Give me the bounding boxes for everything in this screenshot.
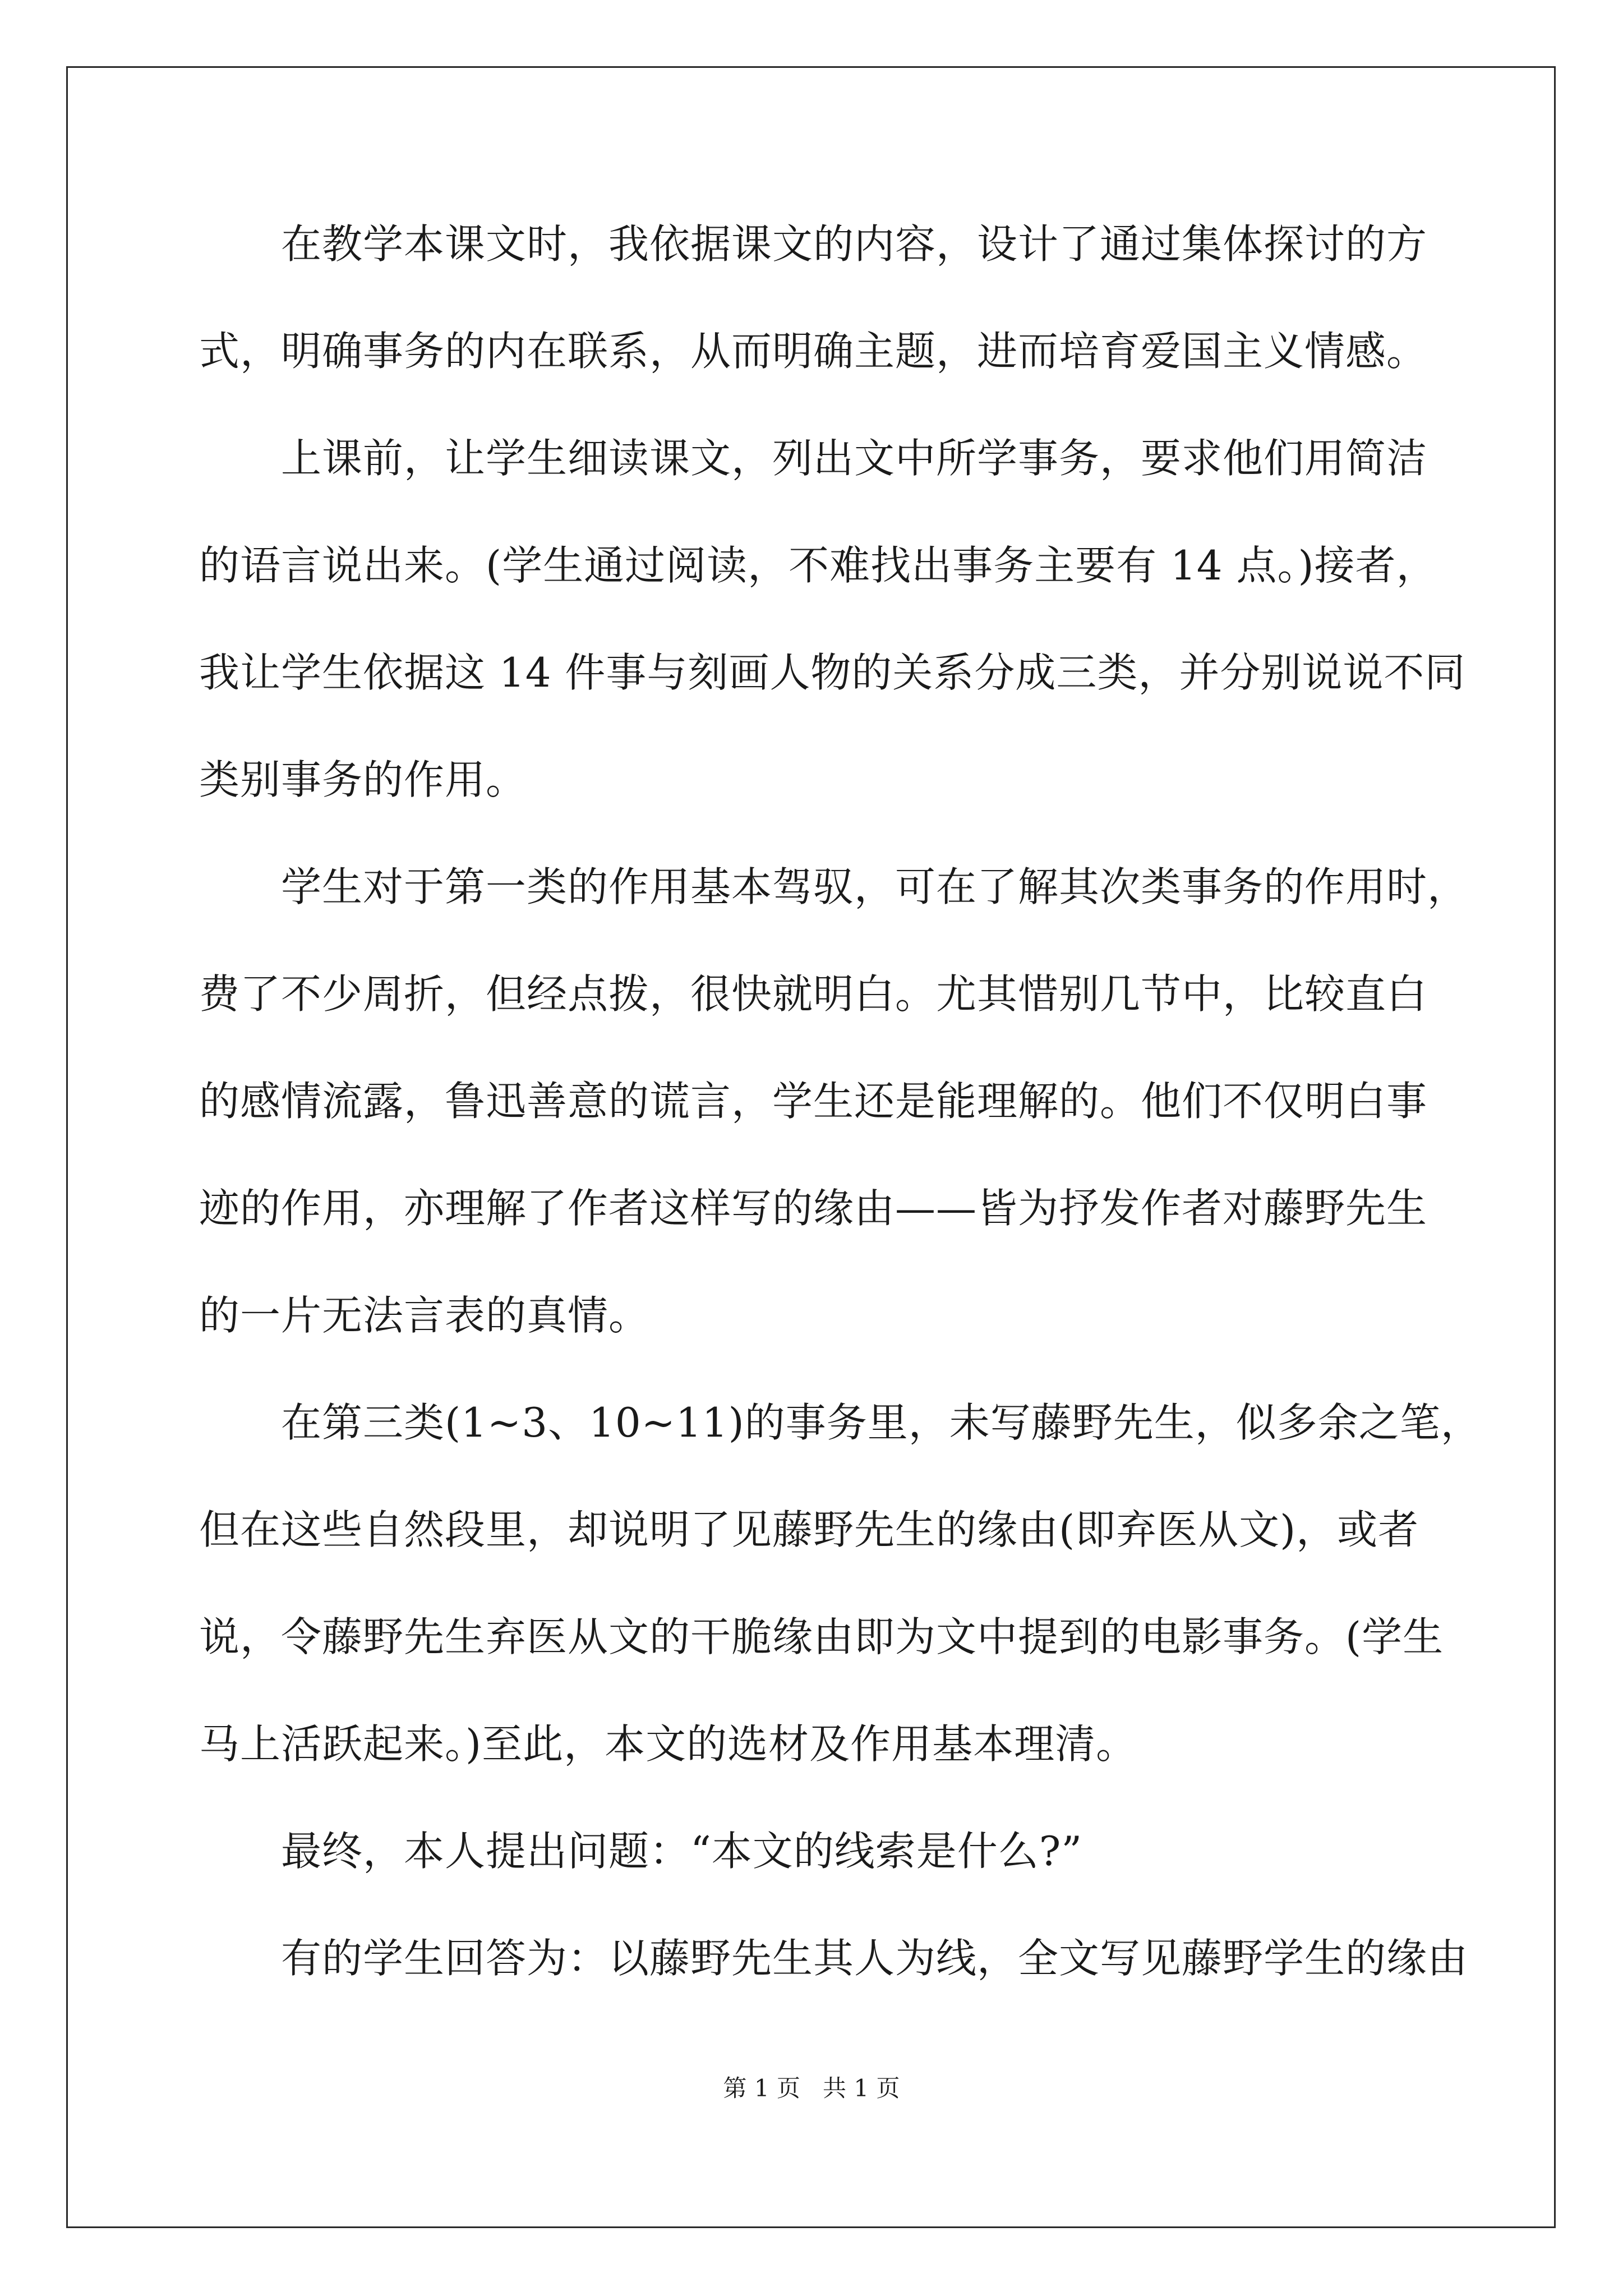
text-line: 上课前，让学生细读课文，列出文中所学事务，要求他们用简洁	[281, 435, 1428, 482]
text-line: 最终，本人提出问题：“本文的线索是什么?”	[281, 1828, 1083, 1875]
text-line: 有的学生回答为：以藤野先生其人为线，全文写见藤野学生的缘由	[281, 1935, 1469, 1982]
document-body	[199, 216, 1482, 1986]
text-line: 说，令藤野先生弃医从文的干脆缘由即为文中提到的电影事务。(学生	[199, 1613, 1444, 1660]
text-line: 式，明确事务的内在联系，从而明确主题，进而培育爱国主义情感。	[199, 328, 1428, 375]
text-line: 的语言说出来。(学生通过阅读，不难找出事务主要有 14 点。)接者，	[199, 542, 1437, 589]
text-line: 的一片无法言表的真情。	[199, 1292, 650, 1339]
text-line: 费了不少周折，但经点拨，很快就明白。尤其惜别几节中，比较直白	[199, 970, 1428, 1018]
text-line: 在教学本课文时，我依据课文的内容，设计了通过集体探讨的方	[281, 220, 1428, 268]
text-line: 学生对于第一类的作用基本驾驭，可在了解其次类事务的作用时，	[281, 863, 1469, 910]
text-line: 在第三类(1~3、10~11)的事务里，未写藤野先生，似多余之笔，	[281, 1399, 1482, 1446]
text-line: 类别事务的作用。	[199, 756, 527, 803]
text-line: 马上活跃起来。)至此，本文的选材及作用基本理清。	[199, 1720, 1137, 1768]
page-number-footer: 第 1 页 共 1 页	[723, 2074, 900, 2102]
text-line: 我让学生依据这 14 件事与刻画人物的关系分成三类，并分别说说不同	[199, 649, 1466, 696]
text-line: 的感情流露，鲁迅善意的谎言，学生还是能理解的。他们不仅明白事	[199, 1078, 1428, 1125]
text-line: 但在这些自然段里，却说明了见藤野先生的缘由(即弃医从文)，或者	[199, 1506, 1419, 1553]
text-line: 迹的作用，亦理解了作者这样写的缘由——皆为抒发作者对藤野先生	[199, 1185, 1428, 1232]
